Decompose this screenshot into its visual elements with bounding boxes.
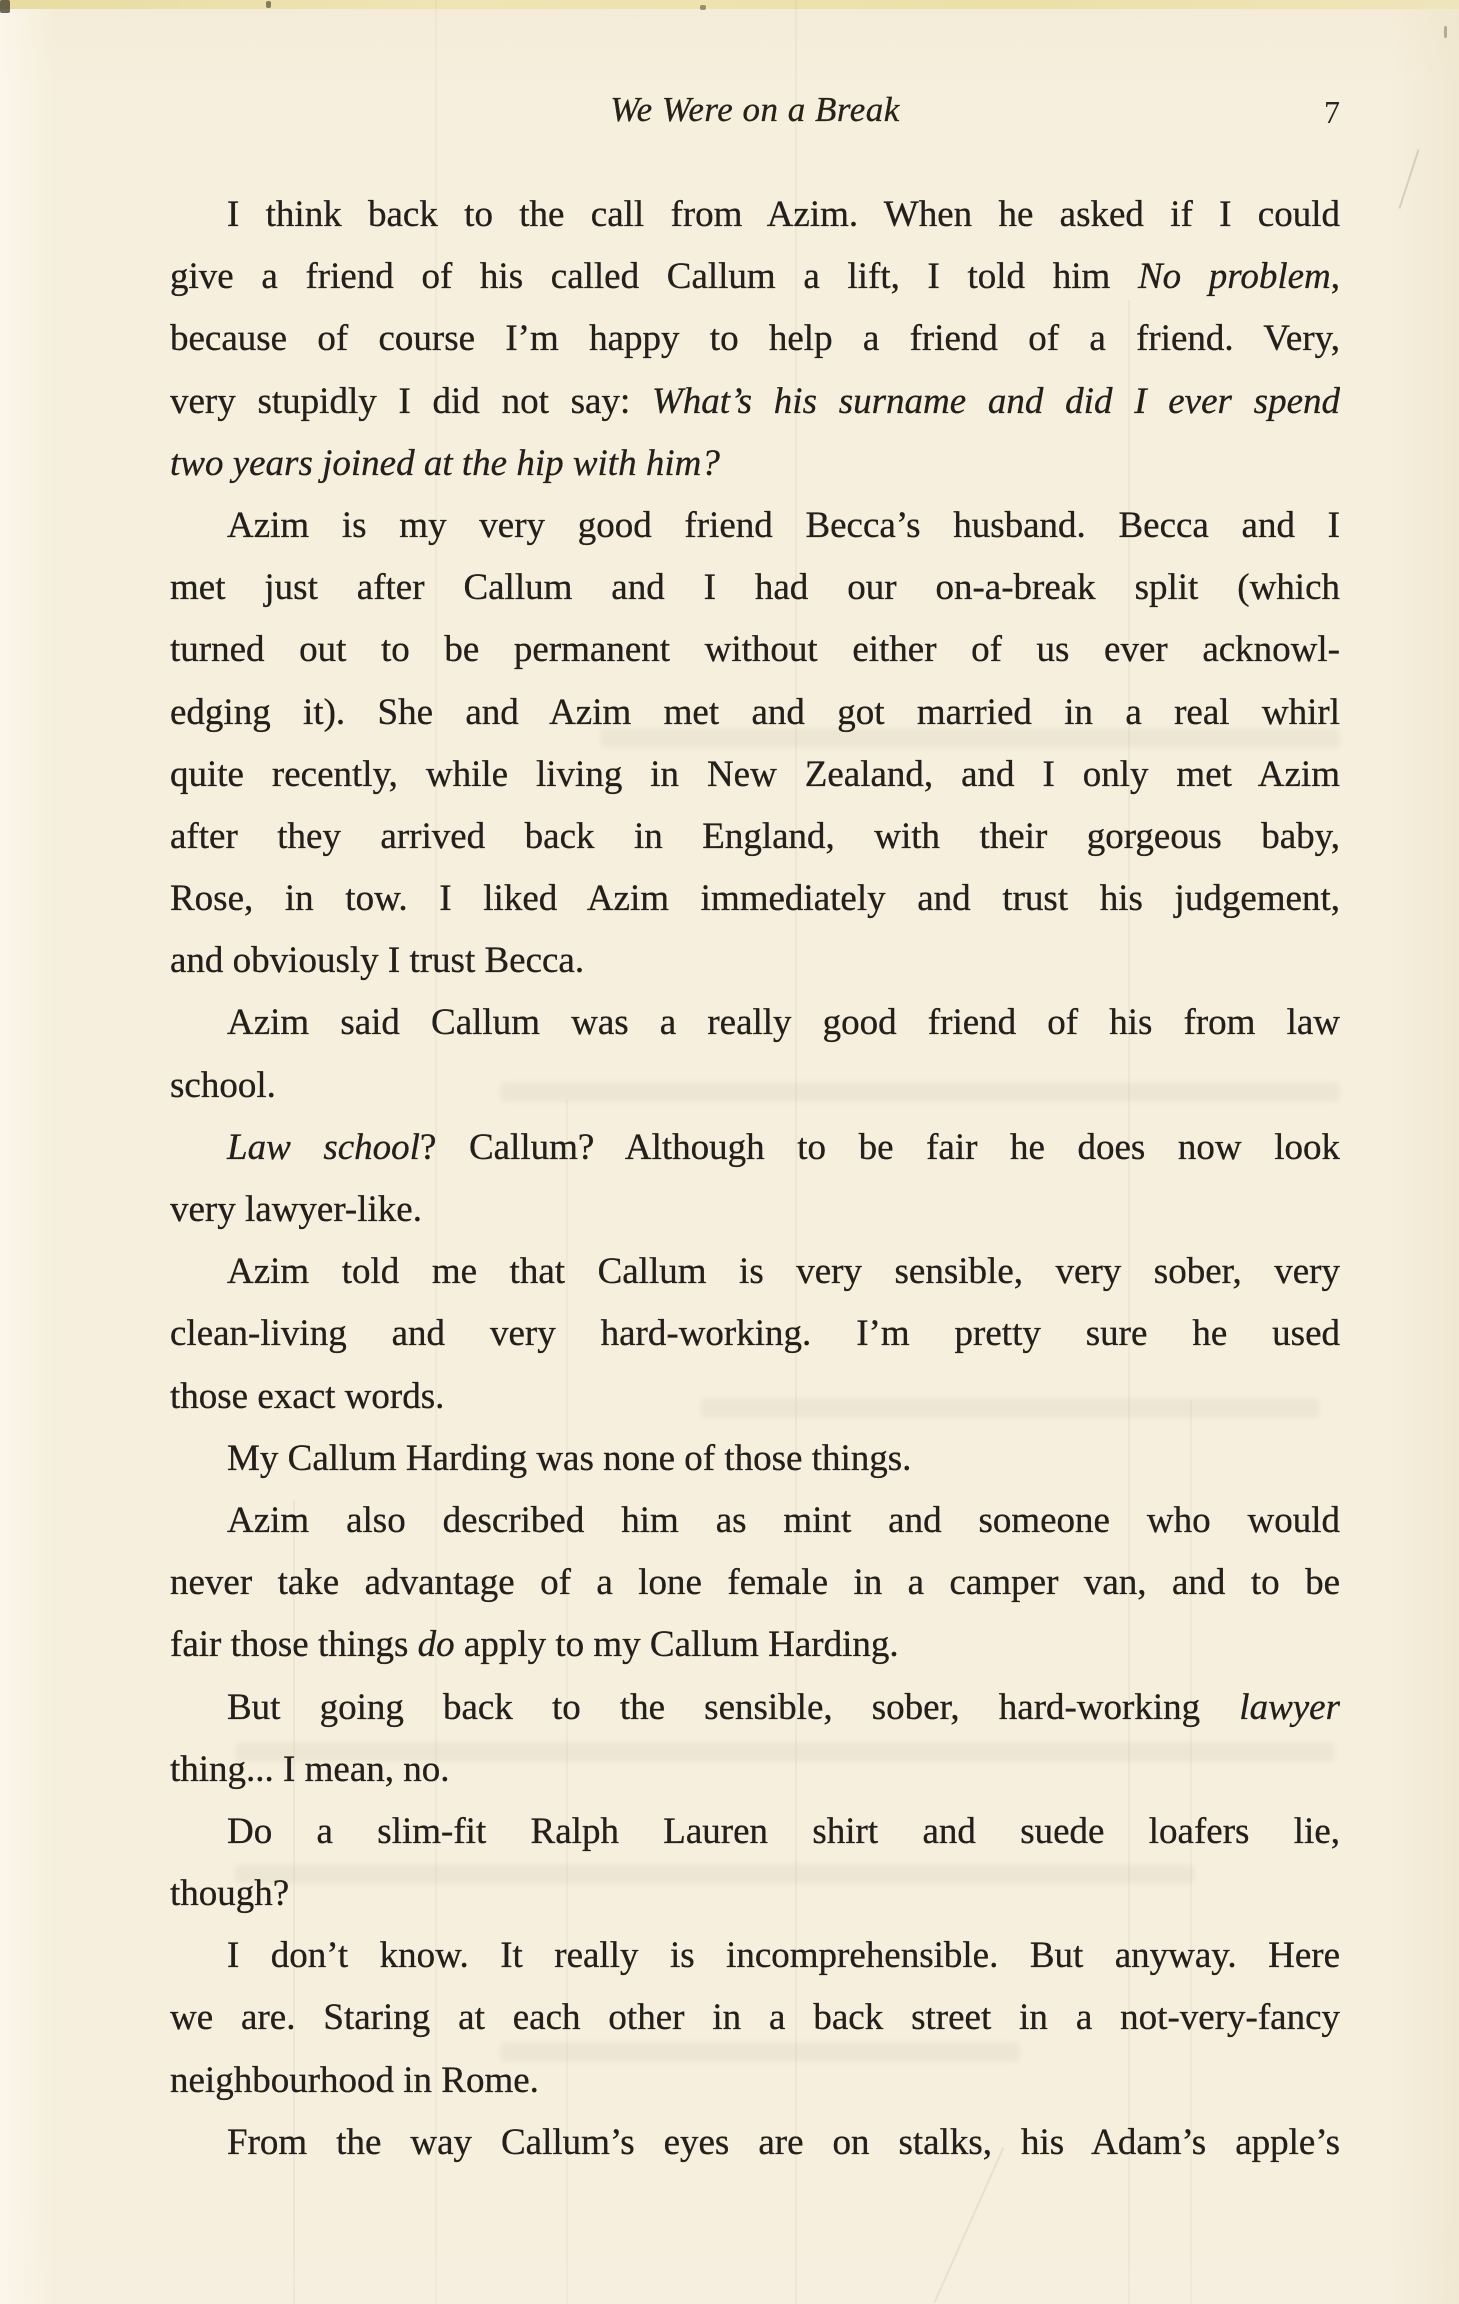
text-line xyxy=(170,184,1340,246)
text-line xyxy=(170,371,1340,433)
text-segment: Do a slim-fit Ralph Lauren shirt and suede loafers lie, xyxy=(227,1810,1340,1852)
text-segment: very lawyer-like. xyxy=(170,1189,422,1230)
text-segment: , xyxy=(1330,256,1340,298)
text-segment: fair those things xyxy=(170,1624,418,1666)
text-line xyxy=(170,1677,1340,1739)
italic-text: do xyxy=(417,1624,455,1666)
text-line xyxy=(170,1987,1340,2049)
text-line xyxy=(170,308,1340,370)
text-line xyxy=(170,1179,1340,1241)
text-line xyxy=(170,246,1340,308)
text-line xyxy=(170,682,1340,744)
text-segment: turned out to be permanent without either of us ever acknowl- xyxy=(170,629,1340,671)
scan-scratch xyxy=(1398,149,1419,209)
text-segment: school. xyxy=(170,1064,276,1106)
text-segment: But going back to the sensible, sober, hard-working xyxy=(227,1686,1240,1728)
text-line xyxy=(170,868,1340,930)
text-segment: ? Callum? Although to be fair he does now look xyxy=(419,1126,1340,1168)
text-segment: neighbourhood in Rome. xyxy=(170,2059,539,2101)
text-line xyxy=(170,1303,1340,1365)
text-line xyxy=(170,930,1340,992)
text-segment: quite recently, while living in New Zealand, and I only met Azim xyxy=(170,753,1340,795)
running-header xyxy=(170,90,1340,130)
italic-text: lawyer xyxy=(1239,1686,1340,1728)
text-segment: those exact words. xyxy=(170,1375,445,1417)
text-segment: very stupidly I did not say: xyxy=(170,380,652,422)
text-segment: From the way Callum’s eyes are on stalks, his Adam’s apple’s xyxy=(227,2121,1340,2163)
text-line xyxy=(170,2050,1340,2112)
scan-speck xyxy=(700,5,706,10)
text-segment: and obviously I trust Becca. xyxy=(170,940,585,982)
text-line xyxy=(170,1428,1340,1490)
text-line xyxy=(170,619,1340,681)
text-segment: Azim told me that Callum is very sensible, very sober, very xyxy=(227,1251,1340,1293)
text-segment: My Callum Harding was none of those things. xyxy=(227,1437,912,1479)
text-line xyxy=(170,1241,1340,1303)
scan-speck xyxy=(0,0,10,13)
text-line xyxy=(170,1739,1340,1801)
italic-text: Law school xyxy=(227,1126,420,1168)
text-line xyxy=(170,806,1340,868)
text-segment: I don’t know. It really is incomprehensible. But anyway. Here xyxy=(227,1935,1340,1977)
text-segment: edging it). She and Azim met and got married in a real whirl xyxy=(170,691,1340,733)
text-line xyxy=(170,495,1340,557)
text-line xyxy=(170,992,1340,1054)
text-block xyxy=(170,184,1340,2174)
text-segment: met just after Callum and I had our on-a-break split (which xyxy=(170,567,1340,609)
text-line xyxy=(170,1863,1340,1925)
running-head-title: We Were on a Break xyxy=(610,90,900,129)
text-line xyxy=(170,744,1340,806)
text-line xyxy=(170,1925,1340,1987)
italic-text: No problem xyxy=(1137,256,1331,298)
text-segment: because of course I’m happy to help a friend of a friend. Very, xyxy=(170,318,1340,360)
text-line xyxy=(170,1055,1340,1117)
text-line xyxy=(170,1366,1340,1428)
text-line xyxy=(170,557,1340,619)
text-segment: though? xyxy=(170,1873,290,1915)
text-line xyxy=(170,1552,1340,1614)
text-segment: we are. Staring at each other in a back street in a not-very-fancy xyxy=(170,1997,1340,2039)
scan-speck xyxy=(266,1,271,8)
text-line xyxy=(170,433,1340,495)
text-segment: give a friend of his called Callum a lift, I told him xyxy=(170,256,1138,298)
text-line xyxy=(170,1117,1340,1179)
scan-edge-top xyxy=(0,0,1459,9)
text-segment: Azim also described him as mint and someone who would xyxy=(227,1499,1340,1541)
italic-text: two years joined at the hip with him? xyxy=(170,442,720,484)
text-segment: I think back to the call from Azim. When he asked if I could xyxy=(227,194,1340,235)
text-segment: apply to my Callum Harding. xyxy=(454,1624,899,1666)
text-segment: after they arrived back in England, with their gorgeous baby, xyxy=(170,815,1340,857)
text-segment: Azim said Callum was a really good friend of his from law xyxy=(227,1002,1340,1044)
text-segment: never take advantage of a lone female in a camper van, and to be xyxy=(170,1562,1340,1604)
page-number: 7 xyxy=(1324,94,1340,130)
text-line xyxy=(170,1614,1340,1676)
italic-text: What’s his surname and did I ever spend xyxy=(651,380,1340,422)
text-segment: clean-living and very hard-working. I’m pretty sure he used xyxy=(170,1313,1340,1355)
text-segment: Rose, in tow. I liked Azim immediately and trust his judgement, xyxy=(170,878,1340,920)
text-line xyxy=(170,1801,1340,1863)
scan-speck xyxy=(1444,26,1447,38)
text-line xyxy=(170,2112,1340,2174)
text-segment: Azim is my very good friend Becca’s husband. Becca and I xyxy=(227,504,1340,546)
text-segment: thing... I mean, no. xyxy=(170,1748,450,1790)
text-line xyxy=(170,1490,1340,1552)
